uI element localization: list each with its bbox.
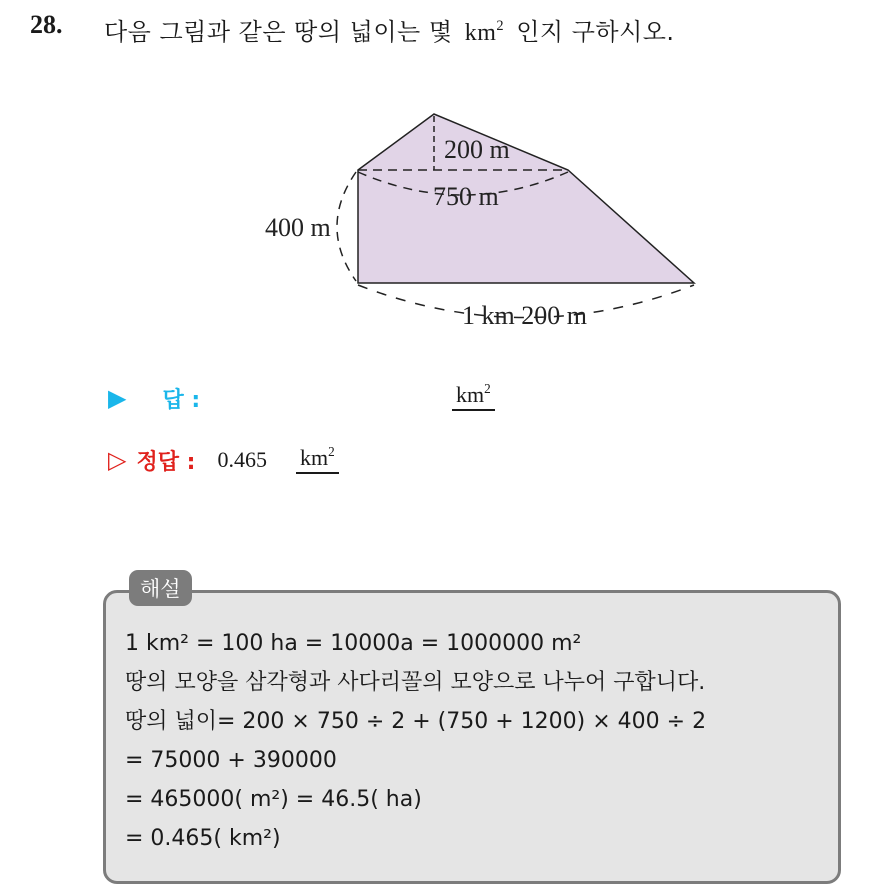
answer-label: 답 : <box>162 387 201 413</box>
correct-marker-icon: ▷ <box>108 446 127 474</box>
correct-answer-value: 0.465 <box>217 447 267 472</box>
question-text-before: 다음 그림과 같은 땅의 넓이는 몇 <box>104 18 453 46</box>
question-text-after: 인지 구하시오. <box>516 18 675 46</box>
question-unit: $km^2$ <box>464 17 505 46</box>
correct-answer-row <box>108 443 267 477</box>
land-figure <box>0 0 884 360</box>
label-1km200m: 1 km 200 m <box>462 301 587 330</box>
solution-line: 땅의 모양을 삼각형과 사다리꼴의 모양으로 나누어 구합니다. <box>125 670 706 695</box>
label-750m: 750 m <box>433 182 499 211</box>
answer-row <box>108 381 200 415</box>
left-dimension-arc <box>337 172 356 281</box>
correct-answer-label: 정답 : <box>136 449 196 475</box>
question-number: 28. <box>30 10 63 39</box>
solution-line: 1 km² = 100 ha = 10000a = 1000000 m² <box>125 631 582 656</box>
solution-line: = 0.465( km²) <box>125 826 281 851</box>
solution-tag: 해설 <box>129 570 192 606</box>
land-shape <box>358 114 694 283</box>
label-400m: 400 m <box>265 213 331 242</box>
solution-line: = 75000 + 390000 <box>125 748 337 773</box>
solution-lines <box>125 624 706 858</box>
label-200m: 200 m <box>444 135 510 164</box>
answer-marker-icon: ▶ <box>108 384 127 412</box>
solution-line: = 465000( m²) = 46.5( ha) <box>125 787 422 812</box>
correct-answer-unit: $km^2$ <box>296 445 339 474</box>
answer-unit-blank[interactable]: $km^2$ <box>452 382 495 411</box>
solution-line: 땅의 넓이= 200 × 750 ÷ 2 + (750 + 1200) × 400 ÷ 2 <box>125 709 707 734</box>
